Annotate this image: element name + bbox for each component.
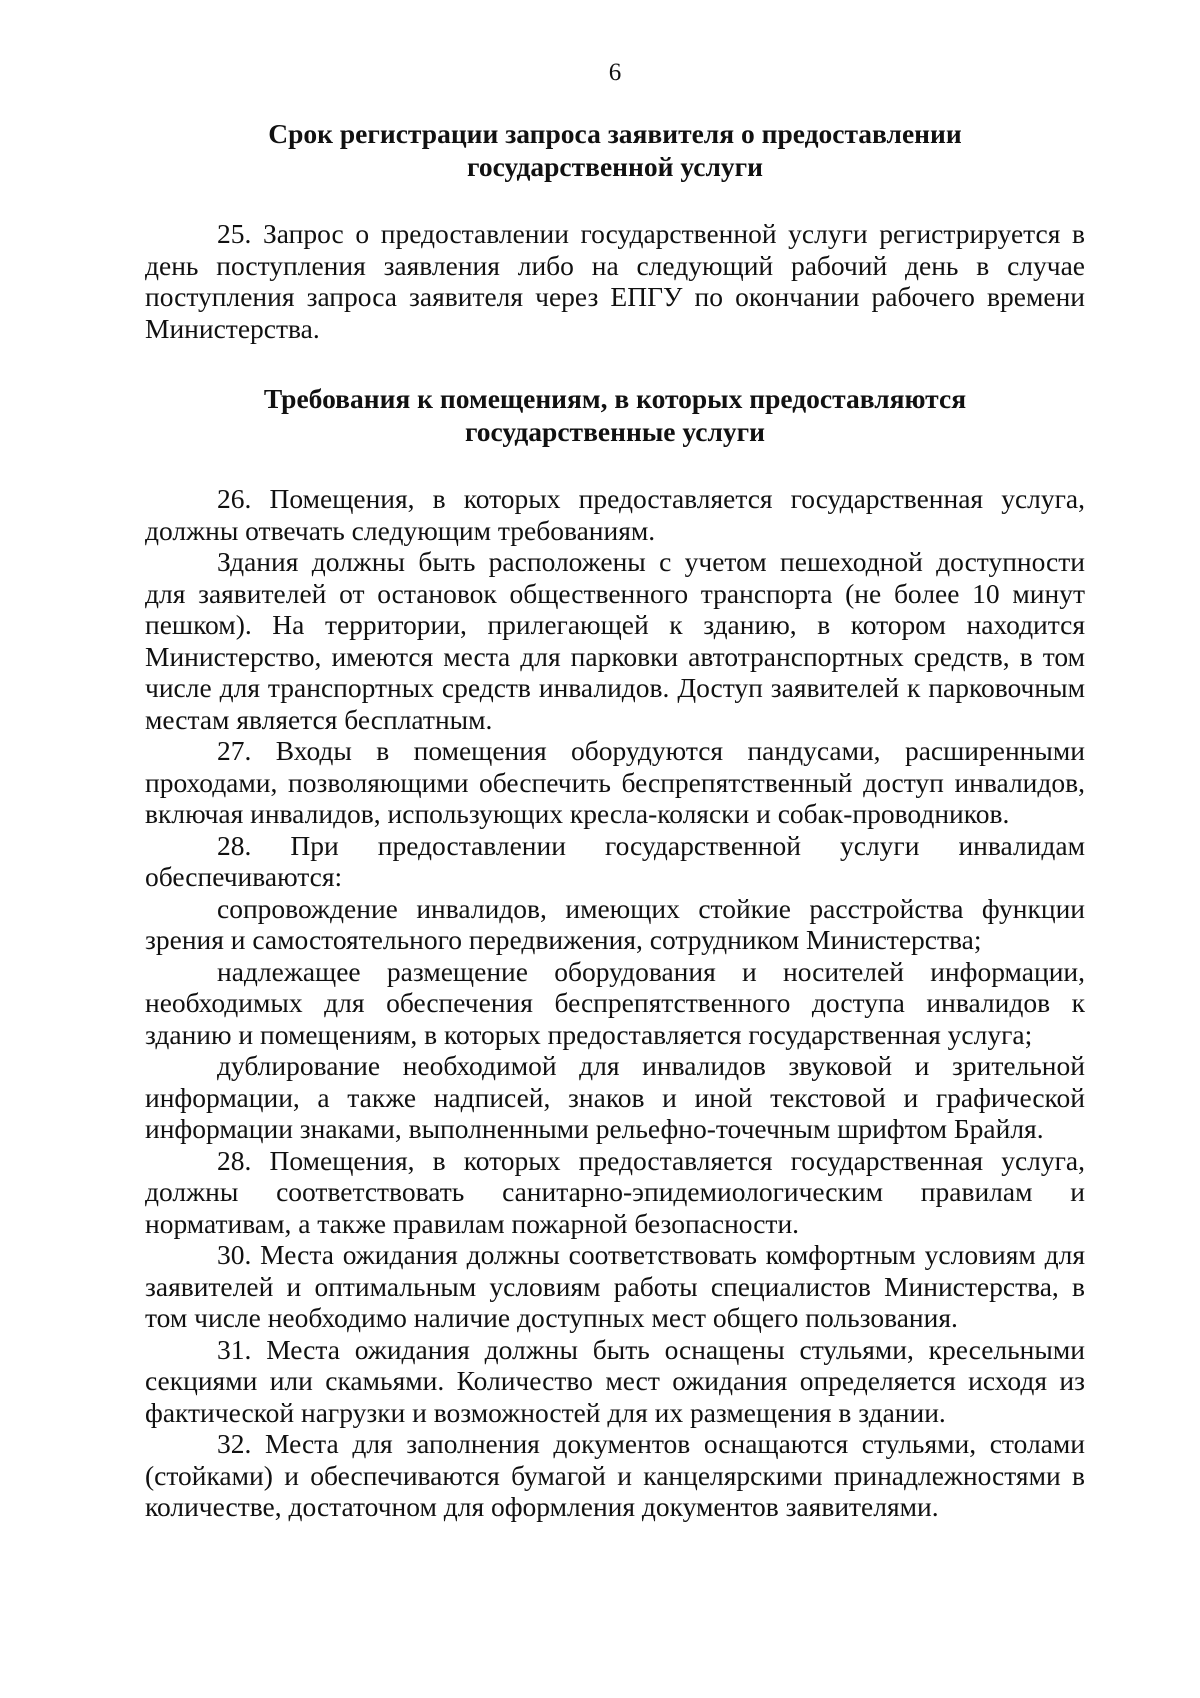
page-number: 6 bbox=[608, 59, 622, 86]
heading-line: государственной услуги bbox=[467, 151, 763, 182]
heading-line: государственные услуги bbox=[464, 416, 765, 447]
paragraph-32: 32. Места для заполнения документов оснащаются стульями, столами (стойками) и обеспечиваются бумагой и канцелярскими принадлежностями в количестве, достаточном для оформления документов заявителями. bbox=[145, 1428, 1085, 1522]
paragraph-31: 31. Места ожидания должны быть оснащены стульями, кресельными секциями или скамьями. Количество мест ожидания определяется исходя из фактической нагрузки и возможностей для их размещения в здании. bbox=[145, 1333, 1085, 1428]
section-heading-premises bbox=[145, 382, 1085, 448]
heading-line: Срок регистрации запроса заявителя о предоставлении bbox=[268, 118, 962, 149]
paragraph-duplication: дублирование необходимой для инвалидов звуковой и зрительной информации, а также надписей, знаков и иной текстовой и графической информации знаками, выполненными рельефно-точечным шрифтом Брайля. bbox=[145, 1050, 1085, 1144]
paragraph-25: 25. Запрос о предоставлении государственной услуги регистрируется в день поступления заявления либо на следующий рабочий день в случае поступления запроса заявителя через ЕПГУ по окончании рабочего времени Министерства. bbox=[145, 218, 1085, 344]
paragraph-buildings: Здания должны быть расположены с учетом пешеходной доступности для заявителей от остановок общественного транспорта (не более 10 минут пешком). На территории, прилегающей к зданию, в котором находится Министерство, имеются места для парковки автотранспортных средств, в том числе для транспортных средств инвалидов. Доступ заявителей к парковочным местам является бесплатным. bbox=[145, 546, 1085, 735]
document-body bbox=[145, 117, 1085, 1523]
paragraph-equipment: надлежащее размещение оборудования и носителей информации, необходимых для обеспечения беспрепятственного доступа инвалидов к зданию и помещениям, в которых предоставляется государственная услуга; bbox=[145, 955, 1085, 1050]
paragraph-26: 26. Помещения, в которых предоставляется государственная услуга, должны отвечать следующим требованиям. bbox=[145, 483, 1085, 546]
paragraph-escort: сопровождение инвалидов, имеющих стойкие расстройства функции зрения и самостоятельного передвижения, сотрудником Министерства; bbox=[145, 892, 1085, 955]
paragraph-28-disabled: 28. При предоставлении государственной услуги инвалидам обеспечиваются: bbox=[145, 829, 1085, 892]
heading-line: Требования к помещениям, в которых предоставляются bbox=[263, 383, 967, 414]
paragraph-30: 30. Места ожидания должны соответствовать комфортным условиям для заявителей и оптимальным условиям работы специалистов Министерства, в том числе необходимо наличие доступных мест общего пользования. bbox=[145, 1239, 1085, 1333]
section-heading-registration bbox=[145, 117, 1085, 183]
paragraph-28-sanitary: 28. Помещения, в которых предоставляется государственная услуга, должны соответствовать санитарно-эпидемиологическим правилам и нормативам, а также правилам пожарной безопасности. bbox=[145, 1144, 1085, 1239]
paragraph-27: 27. Входы в помещения оборудуются пандусами, расширенными проходами, позволяющими обеспечить беспрепятственный доступ инвалидов, включая инвалидов, использующих кресла-коляски и собак-проводников. bbox=[145, 735, 1085, 829]
